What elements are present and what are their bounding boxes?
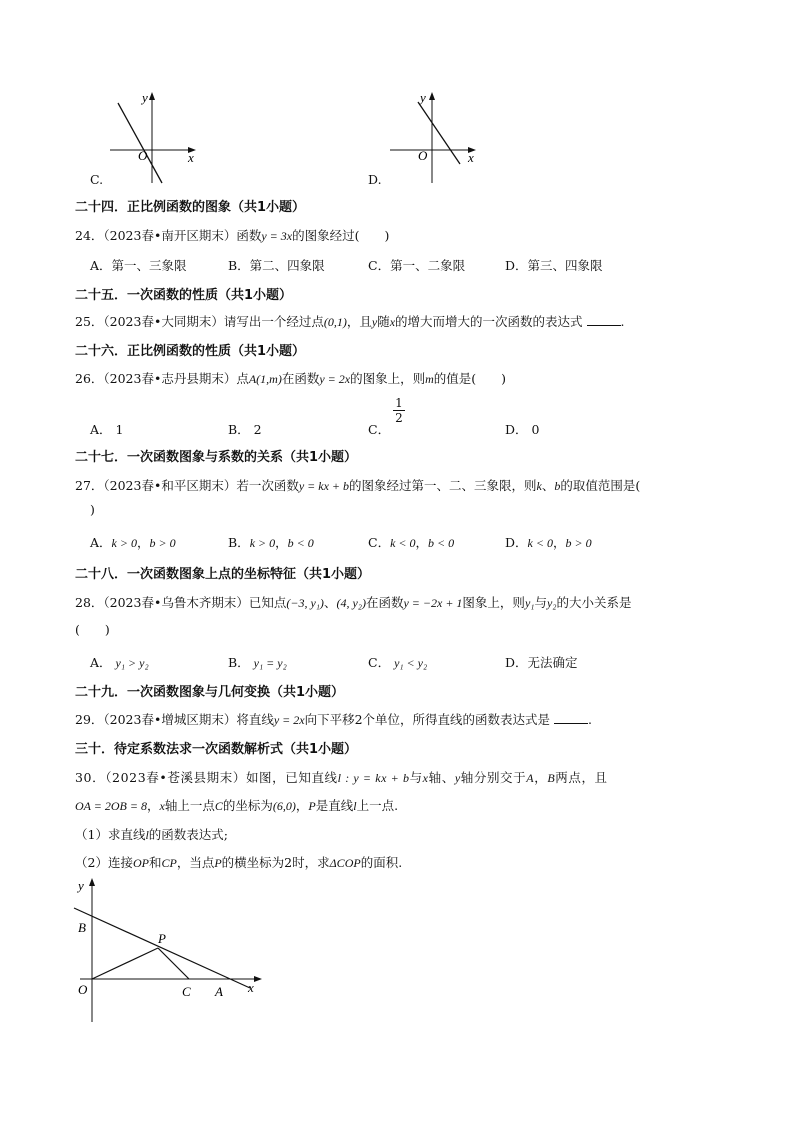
q24-option-c: C．第一、二象限 bbox=[368, 258, 466, 273]
section-27-title: 二十七．一次函数图象与系数的关系（共1小题） bbox=[75, 450, 358, 465]
q28-option-b: B． y₁ = y₂ bbox=[228, 655, 287, 670]
section-29-title: 二十九．一次函数图象与几何变换（共1小题） bbox=[75, 685, 345, 700]
figure-question-30 bbox=[70, 872, 270, 1027]
question-27-line2: ) bbox=[90, 502, 95, 517]
fig-d-origin: O bbox=[418, 148, 428, 163]
q24-option-b: B．第二、四象限 bbox=[228, 258, 325, 273]
q26-option-c: C． bbox=[368, 422, 391, 437]
fig-c-y-label: y bbox=[142, 90, 148, 105]
fig-d-y-label: y bbox=[420, 90, 426, 105]
fig30-point-a: A bbox=[215, 984, 223, 999]
q29-answer-blank bbox=[554, 711, 588, 724]
question-25: 25．（2023春•大同期末）请写出一个经过点(0,1)，且y随x的增大而增大的一次函数的表达式 . bbox=[75, 314, 625, 329]
q24-option-a: A．第一、三象限 bbox=[90, 258, 187, 273]
q26-option-c-fraction: 1 2 bbox=[392, 396, 406, 425]
fig-c-origin: O bbox=[138, 148, 148, 163]
q27-option-d: D．k < 0，b > 0 bbox=[505, 535, 592, 550]
section-30-title: 三十．待定系数法求一次函数解析式（共1小题） bbox=[75, 742, 358, 757]
q27-option-b: B．k > 0，b < 0 bbox=[228, 535, 314, 550]
question-30: 30．（2023春•苍溪县期末）如图，已知直线l : y = kx + b与x轴、y轴分别交于A，B两点，且 bbox=[75, 770, 608, 785]
fig30-origin: O bbox=[78, 982, 88, 997]
section-28-title: 二十八．一次函数图象上点的坐标特征（共1小题） bbox=[75, 567, 371, 582]
fig30-point-b: B bbox=[78, 920, 86, 935]
q28-option-a: A． y₁ > y₂ bbox=[90, 655, 149, 670]
question-28: 28．（2023春•乌鲁木齐期末）已知点(−3, y₁)、(4, y₂)在函数y = −2x + 1图象上，则y₁与y₂的大小关系是 bbox=[75, 595, 632, 610]
fig30-x-label: x bbox=[248, 980, 254, 995]
section-25-title: 二十五．一次函数的性质（共1小题） bbox=[75, 288, 293, 303]
question-30-line2: OA = 2OB = 8，x轴上一点C的坐标为(6,0)，P是直线l上一点. bbox=[75, 798, 399, 813]
fig30-point-p: P bbox=[158, 931, 166, 946]
question-30-part-1: （1）求直线l的函数表达式; bbox=[75, 827, 229, 842]
question-27: 27．（2023春•和平区期末）若一次函数y = kx + b的图象经过第一、二、三象限，则k、b的取值范围是( bbox=[75, 478, 641, 493]
section-26-title: 二十六．正比例函数的性质（共1小题） bbox=[75, 344, 306, 359]
question-30-part-2: （2）连接OP和CP，当点P的横坐标为2时，求ΔCOP的面积. bbox=[75, 855, 403, 870]
option-c-label: C. bbox=[90, 172, 104, 187]
question-28-line2: ( ) bbox=[75, 622, 110, 637]
question-26: 26．（2023春•志丹县期末）点A(1,m)在函数y = 2x的图象上，则m的值是( ) bbox=[75, 371, 507, 386]
fig-c-x-label: x bbox=[188, 150, 194, 165]
question-29: 29．（2023春•增城区期末）将直线y = 2x向下平移2个单位，所得直线的函数表达式是 . bbox=[75, 712, 593, 727]
q28-option-c: C． y₁ < y₂ bbox=[368, 655, 428, 670]
fig30-point-c: C bbox=[182, 984, 191, 999]
q26-option-b: B． 2 bbox=[228, 422, 262, 437]
q26-option-d: D． 0 bbox=[505, 422, 540, 437]
q28-option-d: D．无法确定 bbox=[505, 655, 578, 670]
q25-answer-blank bbox=[587, 313, 621, 326]
figure-option-c bbox=[100, 88, 210, 188]
question-24: 24．（2023春•南开区期末）函数y = 3x的图象经过( ) bbox=[75, 228, 390, 243]
figure-option-d bbox=[380, 88, 490, 188]
q24-option-d: D．第三、四象限 bbox=[505, 258, 603, 273]
q27-option-a: A．k > 0，b > 0 bbox=[90, 535, 176, 550]
section-24-title: 二十四．正比例函数的图象（共1小题） bbox=[75, 200, 306, 215]
q26-option-a: A． 1 bbox=[90, 422, 124, 437]
fig30-y-label: y bbox=[78, 878, 84, 893]
option-d-label: D. bbox=[368, 172, 382, 187]
q27-option-c: C．k < 0，b < 0 bbox=[368, 535, 455, 550]
fig-d-x-label: x bbox=[468, 150, 474, 165]
